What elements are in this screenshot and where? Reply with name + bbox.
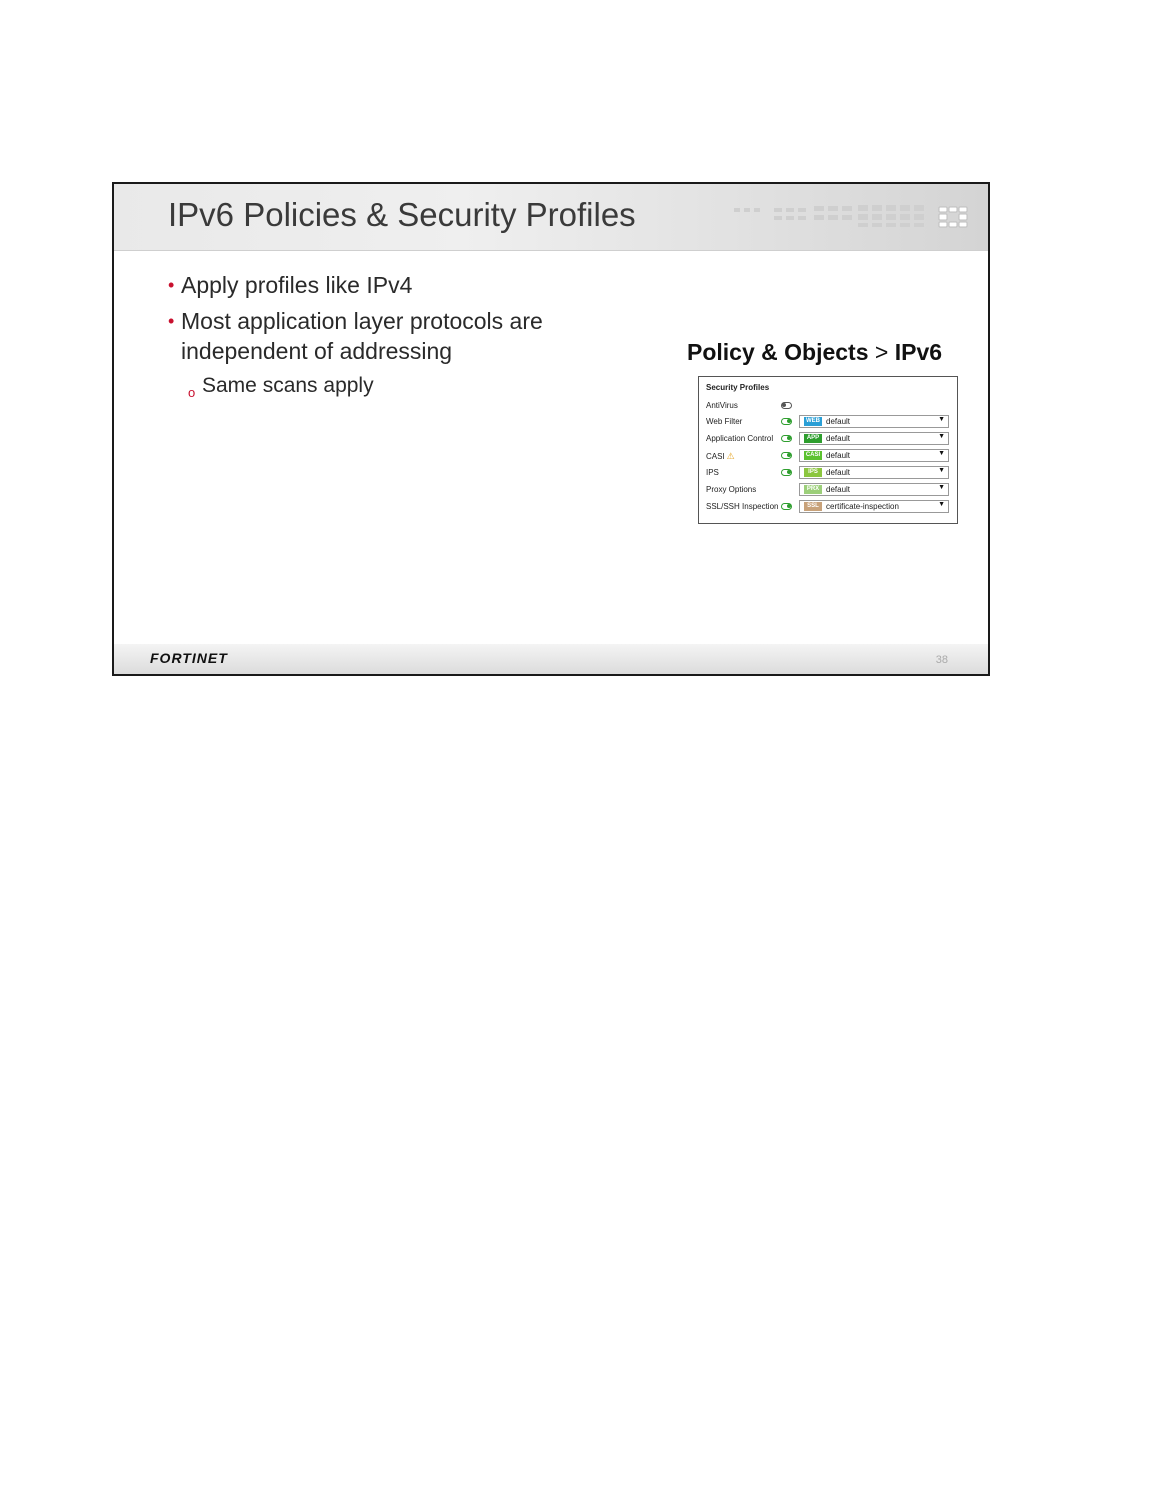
ssl-badge: SSL [804, 502, 822, 511]
sub-bullet-text: Same scans apply [202, 374, 374, 397]
app-badge: APP [804, 434, 822, 443]
page-number: 38 [935, 654, 948, 666]
panel-heading: Security Profiles [706, 383, 770, 392]
bullet-item [168, 270, 628, 300]
caret-down-icon: ▼ [938, 450, 945, 457]
profile-row-ips [699, 466, 959, 481]
bullet-marker: • [168, 311, 175, 331]
select-value: default [826, 451, 851, 460]
casi-select[interactable] [799, 449, 949, 462]
slide-footer [114, 644, 988, 674]
sub-bullet-marker: o [188, 385, 196, 400]
ips-toggle[interactable] [781, 469, 792, 476]
caret-down-icon: ▼ [938, 484, 945, 491]
caret-down-icon: ▼ [938, 416, 945, 423]
sub-bullet-item [168, 372, 628, 400]
ssl-ssh-inspection-toggle[interactable] [781, 503, 792, 510]
decorative-dot-pattern [734, 202, 944, 230]
caret-down-icon: ▼ [938, 433, 945, 440]
nav-path-part2: IPv6 [894, 339, 943, 365]
nav-path-part1: Policy & Objects [687, 339, 869, 365]
profile-label: Web Filter [706, 417, 743, 426]
profile-row-proxy-options [699, 483, 959, 498]
profile-label: IPS [706, 468, 719, 477]
web-filter-select[interactable] [799, 415, 949, 428]
select-value: default [826, 468, 851, 477]
select-value: default [826, 485, 851, 494]
casi-badge: CASI [805, 452, 821, 458]
casi-label: CASI [706, 452, 725, 461]
nav-path-separator: > [874, 339, 889, 365]
profile-label: SSL/SSH Inspection [706, 502, 779, 511]
bullet-text: Apply profiles like IPv4 [181, 272, 413, 298]
antivirus-toggle[interactable] [781, 402, 792, 409]
application-control-toggle[interactable] [781, 435, 792, 442]
ssl-ssh-inspection-select[interactable] [799, 500, 949, 513]
ips-select[interactable] [799, 466, 949, 479]
profile-row-application-control [699, 432, 959, 447]
select-value: certificate-inspection [826, 502, 899, 511]
application-control-select[interactable] [799, 432, 949, 445]
profile-row-antivirus [699, 399, 959, 414]
caret-down-icon: ▼ [938, 501, 945, 508]
profile-label: Application Control [706, 434, 774, 443]
select-value: default [826, 434, 851, 443]
slide-title: IPv6 Policies & Security Profiles [168, 196, 636, 233]
title-bar [114, 184, 988, 251]
profile-label: Proxy Options [706, 485, 757, 494]
profile-label: AntiVirus [706, 401, 738, 410]
bullet-marker: • [168, 275, 175, 295]
profile-row-web-filter [699, 415, 959, 430]
proxy-options-select[interactable] [799, 483, 949, 496]
prx-badge: PRX [804, 485, 822, 494]
fortinet-logo-icon [938, 206, 968, 228]
slide [112, 182, 990, 676]
bullet-list [168, 270, 628, 400]
select-value: default [826, 417, 851, 426]
navigation-path [687, 339, 942, 366]
fortinet-brand-logo: FORTINET [150, 650, 228, 666]
profile-row-ssl-ssh-inspection [699, 500, 959, 515]
profile-label [706, 451, 735, 462]
web-filter-toggle[interactable] [781, 418, 792, 425]
bullet-text: Most application layer protocols are independent of addressing [181, 308, 543, 364]
profile-row-casi [699, 449, 959, 464]
web-badge: WEB [806, 418, 820, 424]
casi-toggle[interactable] [781, 452, 792, 459]
warning-icon: ⚠ [726, 451, 735, 461]
caret-down-icon: ▼ [938, 467, 945, 474]
security-profiles-panel [698, 376, 958, 524]
bullet-item [168, 306, 628, 366]
ips-badge: IPS [804, 468, 822, 477]
